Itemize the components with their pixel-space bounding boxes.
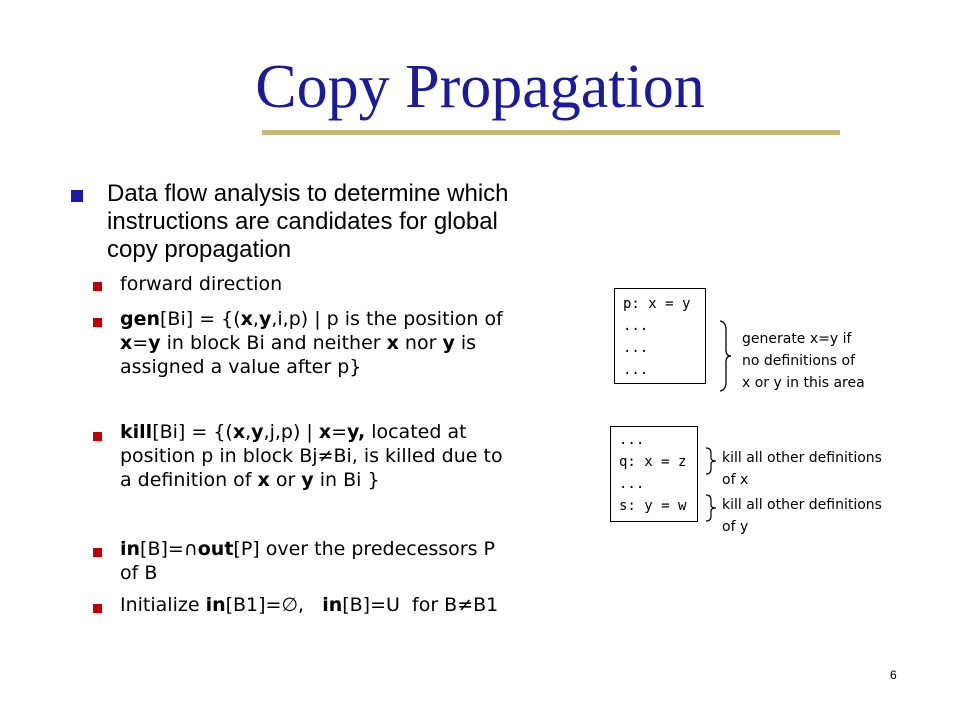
- code-box-kill: [610, 426, 698, 522]
- note-line: of y: [722, 519, 749, 535]
- note-line: kill all other definitions: [722, 497, 882, 513]
- kill-text: position p in block Bj≠Bi, is killed due to: [120, 445, 503, 467]
- main-bullet-line: instructions are candidates for global: [107, 208, 498, 235]
- right-brace-icon: [705, 494, 717, 522]
- gen-term: gen: [120, 308, 161, 330]
- var-x: x: [120, 332, 133, 354]
- sub-bullet-init: [120, 593, 498, 617]
- gen-text: [Bi] = {(: [160, 308, 241, 330]
- kill-text: or: [269, 469, 302, 491]
- code-line: s: y = w: [619, 498, 687, 514]
- sub-bullet-marker: [93, 318, 102, 327]
- code-line: ...: [619, 476, 645, 492]
- code-line: ...: [623, 318, 649, 334]
- code-line: q: x = z: [619, 454, 687, 470]
- note-line: x or y in this area: [742, 375, 865, 391]
- var-x: x: [257, 469, 270, 491]
- var-x: x: [232, 421, 246, 443]
- sub-bullet-forward: forward direction: [120, 273, 283, 295]
- code-line: ...: [619, 432, 645, 448]
- kill-text: =: [331, 421, 348, 443]
- kill-text: in Bi }: [313, 469, 380, 491]
- sub-bullet-marker: [93, 432, 102, 441]
- gen-text: ,: [252, 308, 259, 330]
- gen-text: ,i,p) | p is the position of: [271, 308, 503, 330]
- note-line: generate x=y if: [742, 331, 852, 347]
- note-line: kill all other definitions: [722, 450, 882, 466]
- var-y: y: [442, 332, 455, 354]
- sub-bullet-marker: [93, 282, 102, 291]
- note-line: of x: [722, 472, 749, 488]
- init-text: [B1]=∅,: [225, 594, 323, 616]
- init-text: [B]=U for B≠B1: [342, 594, 499, 616]
- gen-note: [742, 328, 865, 394]
- var-y: y: [301, 469, 314, 491]
- main-bullet-marker: [71, 190, 83, 202]
- sub-bullet-inout: [120, 537, 495, 585]
- kill-text: ,j,p) |: [263, 421, 319, 443]
- note-line: no definitions of: [742, 353, 856, 369]
- main-bullet-line: Data flow analysis to determine which: [107, 180, 509, 207]
- in-term: in: [205, 594, 226, 616]
- kill-text: [Bi] = {(: [152, 421, 233, 443]
- code-line: ...: [623, 340, 649, 356]
- kill-note-y: [722, 494, 882, 538]
- code-line: p: x = y: [623, 296, 691, 312]
- gen-text: assigned a value after p}: [120, 356, 362, 378]
- sub-bullet-marker: [93, 548, 102, 557]
- main-bullet-text: [107, 180, 509, 264]
- title-underline: [262, 130, 840, 135]
- in-term: in: [120, 538, 141, 560]
- var-x: x: [318, 421, 332, 443]
- sub-bullet-marker: [93, 604, 102, 613]
- kill-text: ,: [245, 421, 252, 443]
- right-brace-icon: [718, 320, 732, 392]
- inout-text: [P] over the predecessors P: [233, 538, 496, 560]
- slide-title: Copy Propagation: [255, 53, 705, 121]
- var-x: x: [386, 332, 399, 354]
- code-box-gen: [614, 288, 706, 384]
- sub-bullet-kill: [120, 420, 503, 492]
- var-y: y,: [347, 421, 366, 443]
- kill-term: kill: [120, 421, 153, 443]
- var-y: y: [258, 308, 272, 330]
- page-number: 6: [890, 668, 897, 682]
- main-bullet-line: copy propagation: [107, 236, 292, 263]
- gen-text: =: [132, 332, 149, 354]
- gen-text: is: [454, 332, 477, 354]
- var-y: y: [251, 421, 264, 443]
- init-text: Initialize: [120, 594, 206, 616]
- kill-note-x: [722, 447, 882, 491]
- gen-text: in block Bi and neither: [160, 332, 387, 354]
- var-y: y: [148, 332, 161, 354]
- kill-text: located at: [365, 421, 467, 443]
- inout-text: of B: [120, 562, 158, 584]
- kill-text: a definition of: [120, 469, 258, 491]
- sub-bullet-gen: [120, 307, 503, 379]
- out-term: out: [197, 538, 234, 560]
- code-line: ...: [623, 362, 649, 378]
- var-x: x: [240, 308, 253, 330]
- right-brace-icon: [705, 447, 717, 475]
- inout-text: [B]=∩: [140, 538, 198, 560]
- gen-text: nor: [398, 332, 443, 354]
- in-term: in: [322, 594, 343, 616]
